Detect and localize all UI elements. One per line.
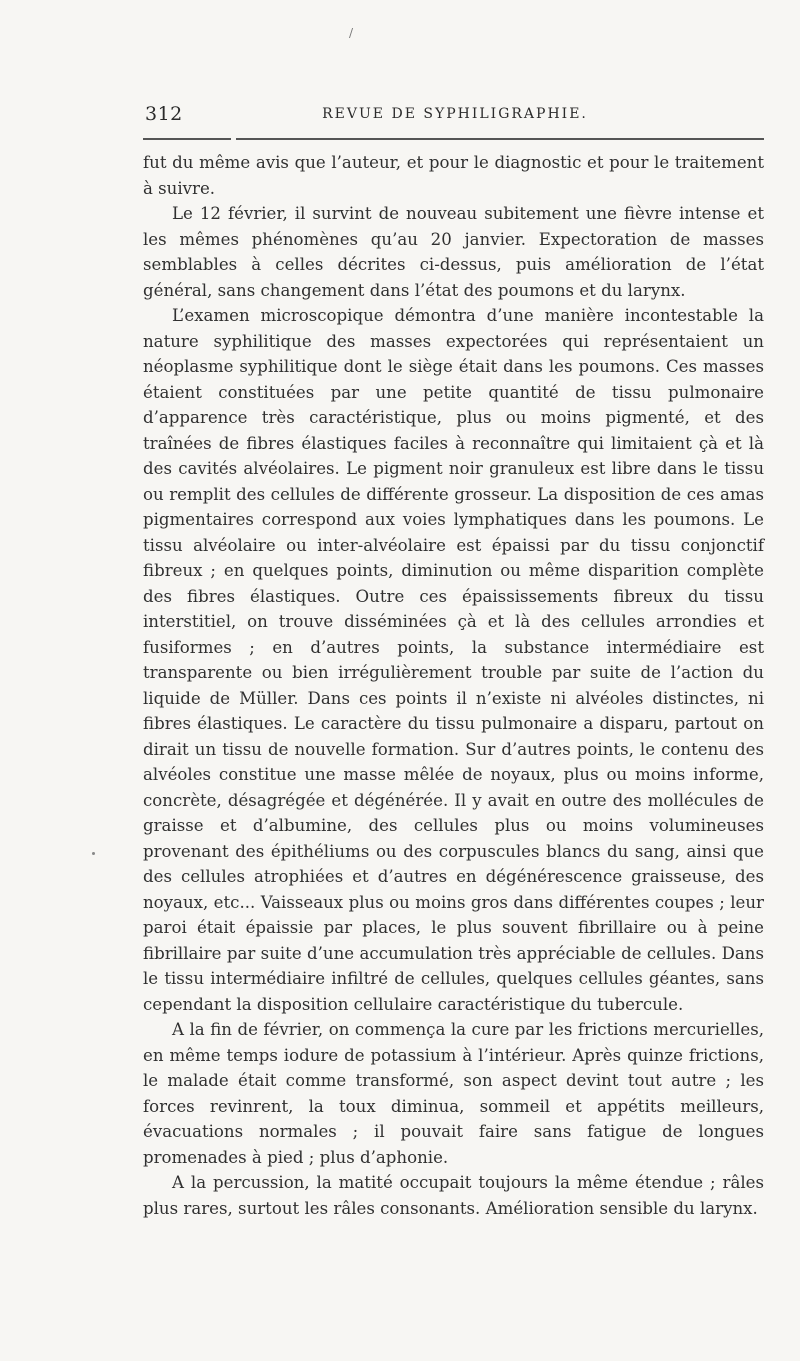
header-rule-left bbox=[143, 138, 231, 140]
paragraph-continuation: fut du même avis que l’auteur, et pour le diagnostic et pour le traitement à suivre. bbox=[143, 153, 764, 198]
header-rule-right bbox=[236, 138, 764, 140]
body-text bbox=[143, 150, 764, 1221]
paragraph-february-12: Le 12 février, il survint de nouveau subitement une fièvre intense et les mêmes phénomènes qu’au 20 janvier. Expectoration de masses semblables à celles décrites ci-dessus, puis amélioration de l’état général, sans changement dans l’état des poumons et du larynx. bbox=[143, 204, 764, 300]
page-header bbox=[145, 103, 765, 129]
margin-mark bbox=[92, 852, 95, 855]
paragraph-percussion: A la percussion, la matité occupait toujours la même étendue ; râles plus rares, surtout les râles consonants. Amélioration sensible du larynx. bbox=[143, 1173, 764, 1218]
paragraph-microscopic-exam: L’examen microscopique démontra d’une manière incontestable la nature syphilitique des masses expectorées qui représentaient un néoplasme syphilitique dont le siège était dans les poumons. Ces masses étaient constituées par une petite quantité de tissu pulmonaire d’apparence très caractéristique, plus ou moins pigmenté, et des traînées de fibres élastiques faciles à reconnaître qui limitaient çà et là des cavités alvéolaires. Le pigment noir granuleux est libre dans le tissu ou remplit des cellules de différente grosseur. La disposition de ces amas pigmentaires correspond aux voies lymphatiques dans les poumons. Le tissu alvéolaire ou inter-alvéolaire est épaissi par du tissu conjonctif fibreux ; en quelques points, diminution ou même disparition complète des fibres élastiques. Outre ces épaississements fibreux du tissu interstitiel, on trouve disséminées çà et là des cellules arrondies et fusiformes ; en d’autres points, la substance intermédiaire est transparente ou bien irrégulièrement trouble par suite de l’action du liquide de Müller. Dans ces points il n’existe ni alvéoles distinctes, ni fibres élastiques. Le caractère du tissu pulmonaire a disparu, partout on dirait un tissu de nouvelle formation. Sur d’autres points, le contenu des alvéoles constitue une masse mêlée de noyaux, plus ou moins informe, concrète, désagrégée et dégénérée. Il y avait en outre des mollécules de graisse et d’albumine, des cellules plus ou moins volumineuses provenant des épithéliums ou des corpuscules blancs du sang, ainsi que des cellules atrophiées et d’autres en dégénérescence graisseuse, des noyaux, etc... Vaisseaux plus ou moins gros dans différentes coupes ; leur paroi était épaissie par places, le plus souvent fibrillaire ou à peine fibrillaire par suite d’une accumulation très appréciable de cellules. Dans le tissu intermédiaire infiltré de cellules, quelques cellules géantes, sans cependant la disposition cellulaire caractéristique du tubercule. bbox=[143, 306, 764, 1014]
running-title: REVUE DE SYPHILIGRAPHIE. bbox=[322, 106, 588, 122]
paragraph-treatment: A la fin de février, on commença la cure par les frictions mercurielles, en même temps iodure de potassium à l’intérieur. Après quinze frictions, le malade était comme transformé, son aspect devint tout autre ; les forces revinrent, la toux diminua, sommeil et appétits meilleurs, évacuations normales ; il pouvait faire sans fatigue de longues promenades à pied ; plus d’aphonie. bbox=[143, 1020, 764, 1167]
print-speck: / bbox=[349, 26, 354, 40]
page-number: 312 bbox=[145, 103, 183, 125]
